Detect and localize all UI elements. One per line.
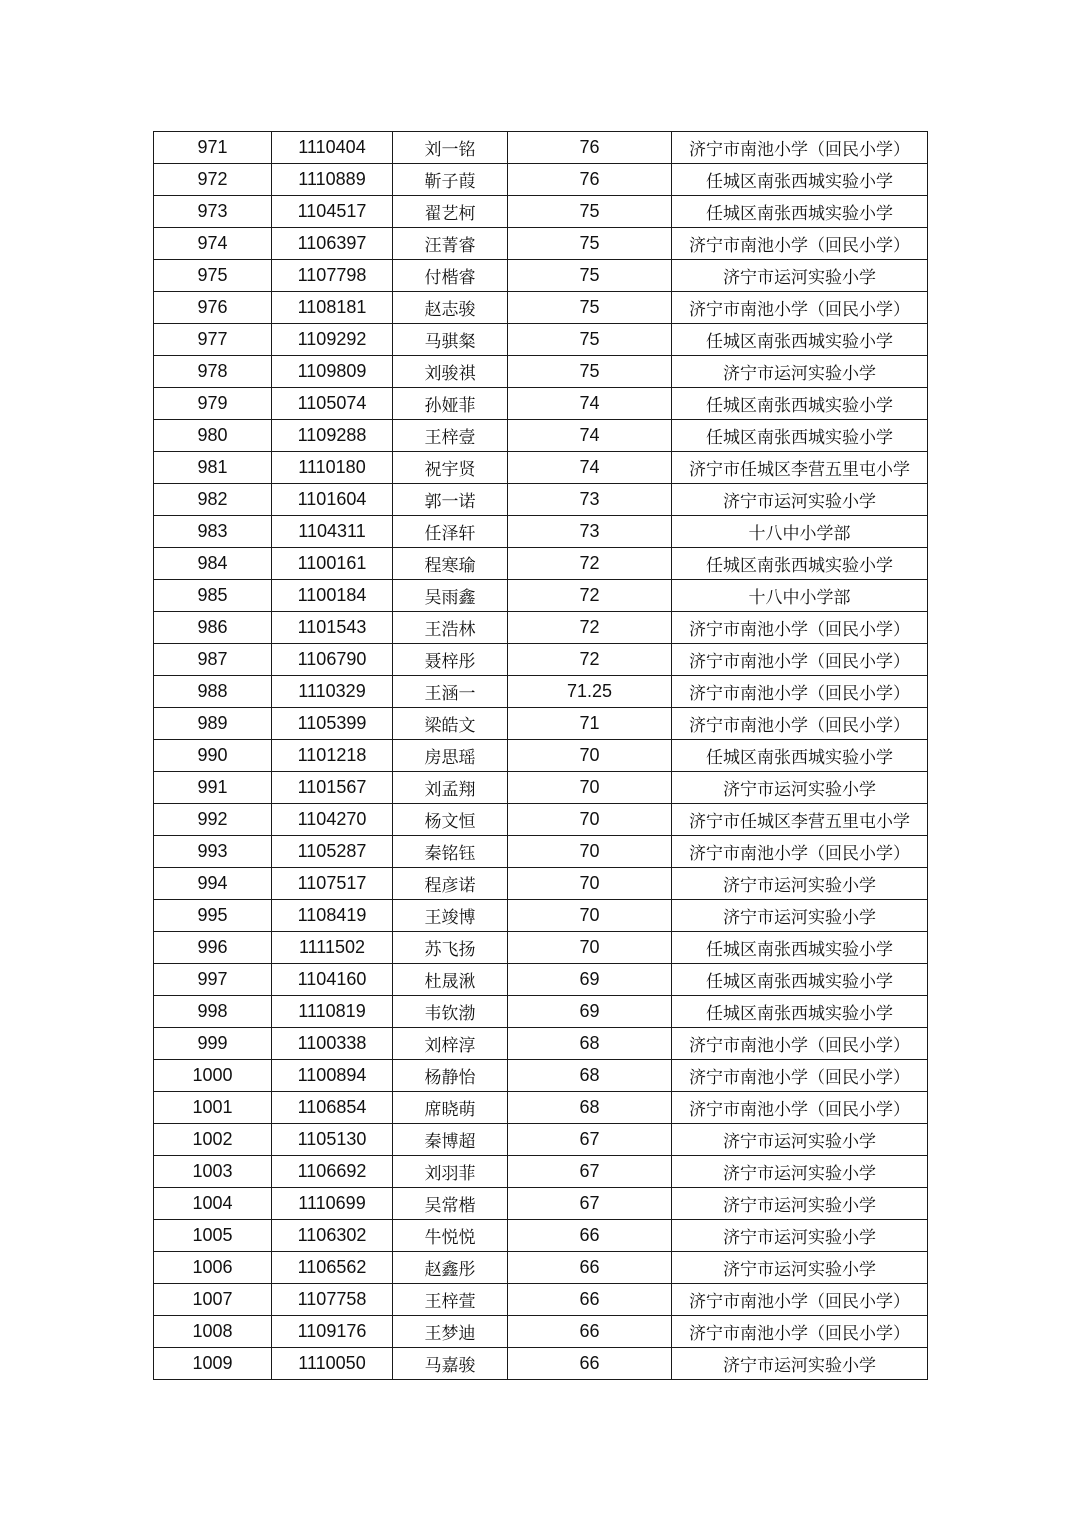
student-name-cell: 刘孟翔 (393, 772, 508, 804)
table-row (154, 612, 928, 644)
exam-id-cell: 1105287 (272, 836, 393, 868)
exam-id-cell: 1100161 (272, 548, 393, 580)
score-cell: 75 (508, 228, 672, 260)
score-cell: 67 (508, 1124, 672, 1156)
student-name-cell: 王竣博 (393, 900, 508, 932)
student-name-cell: 吴常楷 (393, 1188, 508, 1220)
school-cell: 任城区南张西城实验小学 (672, 388, 928, 420)
table-row (154, 708, 928, 740)
rank-cell: 1002 (154, 1124, 272, 1156)
score-cell: 75 (508, 196, 672, 228)
school-cell: 任城区南张西城实验小学 (672, 420, 928, 452)
school-cell: 济宁市南池小学（回民小学） (672, 228, 928, 260)
exam-id-cell: 1110889 (272, 164, 393, 196)
table-row (154, 132, 928, 164)
student-name-cell: 牛悦悦 (393, 1220, 508, 1252)
student-name-cell: 程寒瑜 (393, 548, 508, 580)
table-row (154, 420, 928, 452)
score-cell: 70 (508, 836, 672, 868)
student-name-cell: 王涵一 (393, 676, 508, 708)
rank-cell: 1003 (154, 1156, 272, 1188)
school-cell: 济宁市南池小学（回民小学） (672, 1284, 928, 1316)
table-row (154, 836, 928, 868)
exam-id-cell: 1100184 (272, 580, 393, 612)
table-row (154, 676, 928, 708)
table-row (154, 196, 928, 228)
table-row (154, 772, 928, 804)
school-cell: 济宁市南池小学（回民小学） (672, 1092, 928, 1124)
table-row (154, 580, 928, 612)
table-row (154, 1156, 928, 1188)
rank-cell: 996 (154, 932, 272, 964)
exam-id-cell: 1106790 (272, 644, 393, 676)
table-row (154, 1188, 928, 1220)
table-row (154, 932, 928, 964)
student-name-cell: 吴雨鑫 (393, 580, 508, 612)
school-cell: 济宁市运河实验小学 (672, 900, 928, 932)
student-name-cell: 杜晟湫 (393, 964, 508, 996)
table-row (154, 324, 928, 356)
table-row (154, 1124, 928, 1156)
table-row (154, 1028, 928, 1060)
score-cell: 73 (508, 484, 672, 516)
table-row (154, 644, 928, 676)
score-cell: 75 (508, 356, 672, 388)
score-cell: 71 (508, 708, 672, 740)
score-cell: 72 (508, 580, 672, 612)
school-cell: 任城区南张西城实验小学 (672, 164, 928, 196)
exam-id-cell: 1101567 (272, 772, 393, 804)
exam-id-cell: 1104311 (272, 516, 393, 548)
student-name-cell: 秦铭钰 (393, 836, 508, 868)
student-name-cell: 汪菁睿 (393, 228, 508, 260)
score-cell: 74 (508, 452, 672, 484)
exam-id-cell: 1110180 (272, 452, 393, 484)
student-name-cell: 程彦诺 (393, 868, 508, 900)
school-cell: 济宁市南池小学（回民小学） (672, 708, 928, 740)
exam-id-cell: 1110050 (272, 1348, 393, 1380)
rank-cell: 998 (154, 996, 272, 1028)
rank-cell: 986 (154, 612, 272, 644)
school-cell: 济宁市运河实验小学 (672, 772, 928, 804)
score-cell: 66 (508, 1252, 672, 1284)
rank-cell: 978 (154, 356, 272, 388)
school-cell: 济宁市运河实验小学 (672, 1124, 928, 1156)
rank-cell: 973 (154, 196, 272, 228)
student-name-cell: 刘羽菲 (393, 1156, 508, 1188)
rank-cell: 1008 (154, 1316, 272, 1348)
rank-cell: 983 (154, 516, 272, 548)
score-cell: 74 (508, 420, 672, 452)
table-row (154, 548, 928, 580)
exam-id-cell: 1109176 (272, 1316, 393, 1348)
student-name-cell: 翟艺柯 (393, 196, 508, 228)
table-row (154, 740, 928, 772)
student-name-cell: 王浩林 (393, 612, 508, 644)
score-cell: 70 (508, 900, 672, 932)
school-cell: 济宁市南池小学（回民小学） (672, 132, 928, 164)
student-name-cell: 刘一铭 (393, 132, 508, 164)
table-row (154, 292, 928, 324)
rank-cell: 976 (154, 292, 272, 324)
exam-id-cell: 1110404 (272, 132, 393, 164)
exam-id-cell: 1105399 (272, 708, 393, 740)
rank-cell: 1006 (154, 1252, 272, 1284)
score-cell: 66 (508, 1220, 672, 1252)
rank-cell: 993 (154, 836, 272, 868)
table-row (154, 260, 928, 292)
school-cell: 济宁市运河实验小学 (672, 1188, 928, 1220)
rank-cell: 975 (154, 260, 272, 292)
school-cell: 济宁市南池小学（回民小学） (672, 1060, 928, 1092)
rank-cell: 1001 (154, 1092, 272, 1124)
exam-id-cell: 1108181 (272, 292, 393, 324)
school-cell: 十八中小学部 (672, 580, 928, 612)
student-name-cell: 马嘉骏 (393, 1348, 508, 1380)
school-cell: 任城区南张西城实验小学 (672, 932, 928, 964)
school-cell: 任城区南张西城实验小学 (672, 196, 928, 228)
exam-id-cell: 1105130 (272, 1124, 393, 1156)
results-table-body (154, 132, 928, 1380)
table-row (154, 356, 928, 388)
exam-id-cell: 1107517 (272, 868, 393, 900)
rank-cell: 974 (154, 228, 272, 260)
exam-id-cell: 1108419 (272, 900, 393, 932)
school-cell: 济宁市任城区李营五里屯小学 (672, 804, 928, 836)
rank-cell: 979 (154, 388, 272, 420)
student-name-cell: 席晓萌 (393, 1092, 508, 1124)
rank-cell: 980 (154, 420, 272, 452)
student-name-cell: 郭一诺 (393, 484, 508, 516)
score-cell: 73 (508, 516, 672, 548)
table-row (154, 388, 928, 420)
exam-id-cell: 1111502 (272, 932, 393, 964)
exam-id-cell: 1106397 (272, 228, 393, 260)
school-cell: 任城区南张西城实验小学 (672, 548, 928, 580)
score-cell: 75 (508, 260, 672, 292)
rank-cell: 977 (154, 324, 272, 356)
student-name-cell: 聂梓彤 (393, 644, 508, 676)
exam-id-cell: 1106692 (272, 1156, 393, 1188)
score-cell: 66 (508, 1348, 672, 1380)
rank-cell: 991 (154, 772, 272, 804)
exam-id-cell: 1109292 (272, 324, 393, 356)
rank-cell: 984 (154, 548, 272, 580)
student-name-cell: 刘梓淳 (393, 1028, 508, 1060)
exam-id-cell: 1100894 (272, 1060, 393, 1092)
table-row (154, 516, 928, 548)
school-cell: 济宁市运河实验小学 (672, 356, 928, 388)
school-cell: 济宁市南池小学（回民小学） (672, 612, 928, 644)
table-row (154, 804, 928, 836)
exam-id-cell: 1109288 (272, 420, 393, 452)
school-cell: 十八中小学部 (672, 516, 928, 548)
exam-id-cell: 1106302 (272, 1220, 393, 1252)
student-name-cell: 靳子葭 (393, 164, 508, 196)
school-cell: 任城区南张西城实验小学 (672, 996, 928, 1028)
table-row (154, 1284, 928, 1316)
student-name-cell: 杨静怡 (393, 1060, 508, 1092)
student-name-cell: 韦钦渤 (393, 996, 508, 1028)
rank-cell: 981 (154, 452, 272, 484)
rank-cell: 990 (154, 740, 272, 772)
exam-id-cell: 1104270 (272, 804, 393, 836)
table-row (154, 1348, 928, 1380)
exam-id-cell: 1107798 (272, 260, 393, 292)
table-row (154, 228, 928, 260)
student-name-cell: 秦博超 (393, 1124, 508, 1156)
score-cell: 72 (508, 612, 672, 644)
score-cell: 68 (508, 1028, 672, 1060)
rank-cell: 1004 (154, 1188, 272, 1220)
score-cell: 70 (508, 740, 672, 772)
student-name-cell: 王梦迪 (393, 1316, 508, 1348)
exam-id-cell: 1101543 (272, 612, 393, 644)
rank-cell: 1007 (154, 1284, 272, 1316)
table-row (154, 868, 928, 900)
exam-id-cell: 1104517 (272, 196, 393, 228)
school-cell: 任城区南张西城实验小学 (672, 740, 928, 772)
student-name-cell: 房思瑶 (393, 740, 508, 772)
rank-cell: 997 (154, 964, 272, 996)
rank-cell: 999 (154, 1028, 272, 1060)
rank-cell: 992 (154, 804, 272, 836)
school-cell: 济宁市运河实验小学 (672, 868, 928, 900)
score-cell: 67 (508, 1188, 672, 1220)
score-cell: 72 (508, 644, 672, 676)
table-row (154, 1060, 928, 1092)
score-cell: 66 (508, 1316, 672, 1348)
score-cell: 69 (508, 964, 672, 996)
exam-id-cell: 1106854 (272, 1092, 393, 1124)
student-name-cell: 祝宇贤 (393, 452, 508, 484)
table-row (154, 484, 928, 516)
school-cell: 济宁市运河实验小学 (672, 1220, 928, 1252)
table-row (154, 1252, 928, 1284)
school-cell: 济宁市运河实验小学 (672, 260, 928, 292)
school-cell: 济宁市南池小学（回民小学） (672, 836, 928, 868)
school-cell: 任城区南张西城实验小学 (672, 324, 928, 356)
school-cell: 济宁市任城区李营五里屯小学 (672, 452, 928, 484)
exam-id-cell: 1101604 (272, 484, 393, 516)
exam-id-cell: 1101218 (272, 740, 393, 772)
score-cell: 74 (508, 388, 672, 420)
student-name-cell: 孙娅菲 (393, 388, 508, 420)
score-cell: 70 (508, 772, 672, 804)
rank-cell: 985 (154, 580, 272, 612)
rank-cell: 1009 (154, 1348, 272, 1380)
school-cell: 济宁市南池小学（回民小学） (672, 1028, 928, 1060)
exam-id-cell: 1107758 (272, 1284, 393, 1316)
table-row (154, 1316, 928, 1348)
table-row (154, 1220, 928, 1252)
student-name-cell: 王梓壹 (393, 420, 508, 452)
score-cell: 75 (508, 324, 672, 356)
exam-id-cell: 1104160 (272, 964, 393, 996)
score-cell: 68 (508, 1092, 672, 1124)
table-row (154, 900, 928, 932)
score-cell: 72 (508, 548, 672, 580)
student-name-cell: 刘骏祺 (393, 356, 508, 388)
score-cell: 70 (508, 868, 672, 900)
school-cell: 济宁市南池小学（回民小学） (672, 1316, 928, 1348)
student-name-cell: 杨文恒 (393, 804, 508, 836)
exam-id-cell: 1110819 (272, 996, 393, 1028)
student-name-cell: 梁皓文 (393, 708, 508, 740)
exam-id-cell: 1110329 (272, 676, 393, 708)
rank-cell: 987 (154, 644, 272, 676)
student-name-cell: 赵志骏 (393, 292, 508, 324)
table-row (154, 964, 928, 996)
rank-cell: 1000 (154, 1060, 272, 1092)
school-cell: 济宁市运河实验小学 (672, 1252, 928, 1284)
score-cell: 76 (508, 132, 672, 164)
score-cell: 68 (508, 1060, 672, 1092)
school-cell: 济宁市运河实验小学 (672, 484, 928, 516)
student-name-cell: 赵鑫彤 (393, 1252, 508, 1284)
school-cell: 济宁市运河实验小学 (672, 1156, 928, 1188)
exam-id-cell: 1109809 (272, 356, 393, 388)
results-table (153, 131, 928, 1380)
student-name-cell: 任泽轩 (393, 516, 508, 548)
exam-id-cell: 1110699 (272, 1188, 393, 1220)
score-cell: 75 (508, 292, 672, 324)
rank-cell: 988 (154, 676, 272, 708)
school-cell: 济宁市运河实验小学 (672, 1348, 928, 1380)
school-cell: 济宁市南池小学（回民小学） (672, 676, 928, 708)
table-row (154, 452, 928, 484)
score-cell: 67 (508, 1156, 672, 1188)
rank-cell: 972 (154, 164, 272, 196)
table-row (154, 164, 928, 196)
rank-cell: 1005 (154, 1220, 272, 1252)
score-cell: 70 (508, 804, 672, 836)
student-name-cell: 王梓萱 (393, 1284, 508, 1316)
rank-cell: 995 (154, 900, 272, 932)
exam-id-cell: 1106562 (272, 1252, 393, 1284)
rank-cell: 994 (154, 868, 272, 900)
exam-id-cell: 1105074 (272, 388, 393, 420)
school-cell: 济宁市南池小学（回民小学） (672, 292, 928, 324)
student-name-cell: 苏飞扬 (393, 932, 508, 964)
exam-id-cell: 1100338 (272, 1028, 393, 1060)
table-row (154, 996, 928, 1028)
score-cell: 70 (508, 932, 672, 964)
school-cell: 济宁市南池小学（回民小学） (672, 644, 928, 676)
rank-cell: 971 (154, 132, 272, 164)
rank-cell: 982 (154, 484, 272, 516)
student-name-cell: 付楷睿 (393, 260, 508, 292)
rank-cell: 989 (154, 708, 272, 740)
school-cell: 任城区南张西城实验小学 (672, 964, 928, 996)
score-cell: 69 (508, 996, 672, 1028)
student-name-cell: 马骐粲 (393, 324, 508, 356)
table-row (154, 1092, 928, 1124)
score-cell: 71.25 (508, 676, 672, 708)
score-cell: 76 (508, 164, 672, 196)
score-cell: 66 (508, 1284, 672, 1316)
